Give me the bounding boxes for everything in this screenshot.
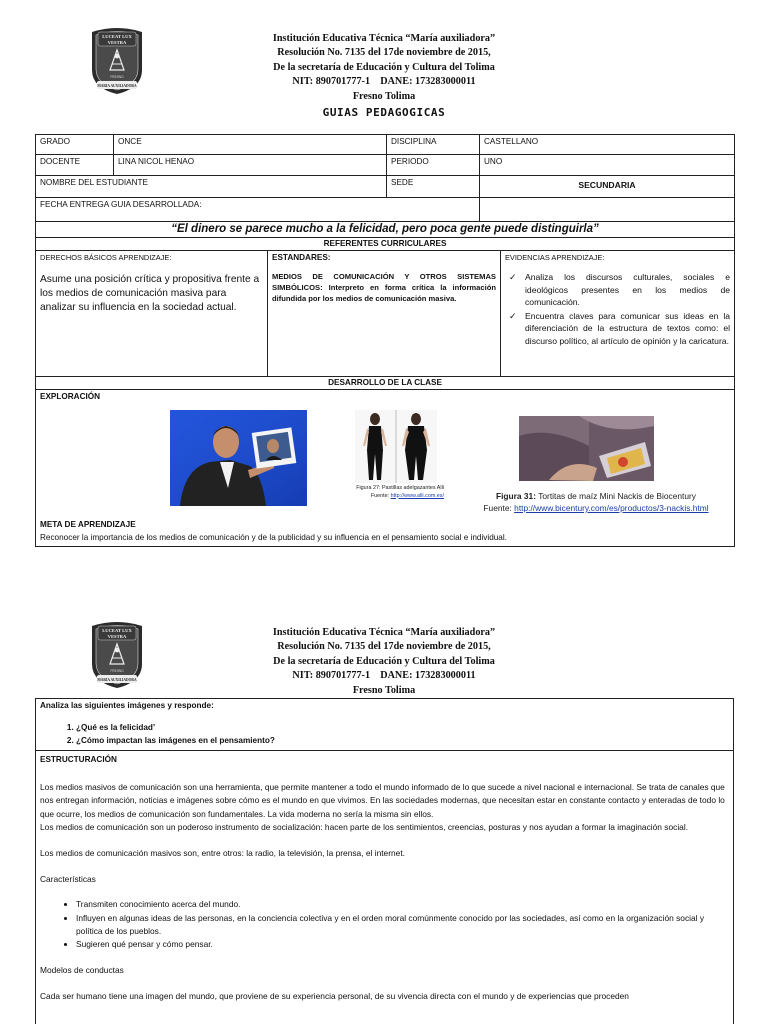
fig31-label: Figura 31: [495, 491, 537, 501]
caracteristicas-label: Características [40, 874, 96, 885]
estandares-text: MEDIOS DE COMUNICACIÓN Y OTROS SISTEMAS SIMBÓLICOS: Interpreto en forma crítica la información difundida por los medios de comunicación masiva. [272, 272, 496, 303]
crest-top-text-1: LUCEAT LUX [102, 628, 132, 633]
header-line-3: De la secretaría de Educación y Cultura del Tolima [273, 61, 495, 73]
fig31-source-label: Fuente: [483, 503, 512, 513]
header-line-4: NIT: 890701777-1 DANE: 173283000011 [292, 76, 476, 88]
crest-top-text-2: VESTRA [107, 634, 127, 639]
paragraph-1: Los medios masivos de comunicación son una herramienta, que permite mantener a todo el mundo informado de lo que sucede a nivel nacional e internacional. Se trata de canales que nos entregan información, noticias e imágenes sobre cómo es el mundo en que vivimos. En las sociedades modernas, que necesitan estar en constante contacto y enteradas de todo lo que ocurre, los medios de comunicación son fundamentales. La vida moderna no sería la misma sin ellos. [40, 782, 725, 819]
snack-photo [519, 416, 654, 481]
meta-label: META DE APRENDIZAJE [40, 520, 136, 529]
fig27-caption [324, 485, 444, 500]
exploracion-cell [36, 390, 735, 547]
page2-body [35, 698, 734, 1024]
crest-bottom-text: MARIA AUXILIADORA [97, 84, 137, 88]
estandares-cell [268, 251, 501, 377]
sede-label: SEDE [387, 176, 480, 198]
crest-bottom-text: MARIA AUXILIADORA [97, 678, 137, 682]
fig31-caption [476, 490, 716, 514]
curriculum-table [35, 221, 735, 547]
caracteristica-item: • Influyen en algunas ideas de las personas, en la conciencia colectiva y en el orden moral comúnmente conocido por las sociedades, así como en la organización social y política de los pueblos. [76, 912, 729, 938]
modelos-label: Modelos de conductas [40, 965, 124, 976]
diet-pills-figure [355, 410, 437, 483]
question-item: 1. ¿Qué es la felicidad’ [76, 721, 729, 734]
evidencias-list [505, 271, 730, 347]
referentes-header: REFERENTES CURRICULARES [36, 238, 735, 251]
institution-header [230, 626, 538, 698]
caracteristica-item: • Sugieren qué pensar y cómo pensar. [76, 938, 729, 951]
questions-section [36, 699, 733, 751]
header-line-2: Resolución No. 7135 del 17de noviembre de 2015, [277, 641, 491, 653]
estructuracion-label: ESTRUCTURACIÓN [40, 755, 117, 764]
header-line-1: Institución Educativa Técnica “María auxiliadora” [272, 627, 496, 638]
info-table [35, 134, 735, 222]
header-line-5: Fresno Tolima [352, 90, 416, 102]
estudiante-label: NOMBRE DEL ESTUDIANTE [36, 176, 387, 198]
crest-top-text-2: VESTRA [107, 40, 127, 45]
fig27-caption-text: Figura 27: Pastillas adelgazantes Alli [356, 485, 444, 491]
periodo-label: PERIODO [387, 155, 480, 176]
grado-value: ONCE [114, 135, 387, 155]
politician-photo [170, 410, 307, 506]
dba-cell [36, 251, 268, 377]
crest-small-text: FRESNO [110, 669, 124, 673]
grado-label: GRADO [36, 135, 114, 155]
question-item: 2. ¿Cómo impactan las imágenes en el pensamiento? [76, 734, 729, 747]
institution-header [230, 32, 538, 104]
quote: “El dinero se parece mucho a la felicidad, pero poca gente puede distinguirla” [36, 222, 735, 238]
evidencias-cell [501, 251, 735, 377]
school-crest-icon [88, 620, 146, 690]
evidencia-item: ✓ Encuentra claves para comunicar sus ideas en la diferenciación de la estructura de textos como: el discurso político, al artículo de opinión y la caricatura. [525, 310, 730, 348]
fig31-source-link[interactable]: http://www.bicentury.com/es/productos/3-nackis.html [514, 503, 709, 513]
header-line-2: Resolución No. 7135 del 17de noviembre de 2015, [277, 47, 491, 59]
crest-small-text: FRESNO [110, 75, 124, 79]
fecha-value [480, 198, 735, 222]
dba-label: DERECHOS BÁSICOS APRENDIZAJE: [40, 253, 172, 262]
header-line-5: Fresno Tolima [352, 684, 416, 696]
doc-title: GUIAS PEDAGOGICAS [322, 106, 446, 119]
periodo-value: UNO [480, 155, 735, 176]
desarrollo-header: DESARROLLO DE LA CLASE [36, 377, 735, 390]
instruction-text: Analiza las siguientes imágenes y responde: [40, 701, 214, 710]
fig31-caption-text: Tortitas de maíz Mini Nackis de Biocentury [538, 491, 696, 501]
estandares-label: ESTANDARES: [272, 253, 331, 262]
docente-value: LINA NICOL HENAO [114, 155, 387, 176]
header-line-4: NIT: 890701777-1 DANE: 173283000011 [292, 670, 476, 682]
evidencia-item: ✓ Analiza los discursos culturales, sociales e ideológicos presentes en los medios de comunicación. [525, 271, 730, 309]
caracteristicas-list [40, 898, 729, 951]
disciplina-label: DISCIPLINA [387, 135, 480, 155]
fig27-source-link[interactable]: http://www.alli.com.es/ [390, 492, 444, 499]
paragraph-4: Cada ser humano tiene una imagen del mundo, que proviene de su experiencia personal, de su vivencia directa con el mundo y de experiencias que proceden [40, 991, 629, 1002]
docente-label: DOCENTE [36, 155, 114, 176]
caracteristica-item: • Transmiten conocimiento acerca del mundo. [76, 898, 729, 911]
questions-list [40, 721, 729, 747]
fig27-source-label: Fuente: [370, 492, 390, 499]
sede-value: SECUNDARIA [480, 176, 735, 198]
fecha-label: FECHA ENTREGA GUIA DESARROLLADA: [36, 198, 480, 222]
exploracion-label: EXPLORACIÓN [40, 392, 101, 401]
evidencias-label: EVIDENCIAS APRENDIZAJE: [505, 253, 605, 262]
header-line-3: De la secretaría de Educación y Cultura del Tolima [273, 655, 495, 667]
disciplina-value: CASTELLANO [480, 135, 735, 155]
paragraph-3: Los medios de comunicación masivos son, entre otros: la radio, la televisión, la prensa, el internet. [40, 848, 405, 859]
header-line-1: Institución Educativa Técnica “María auxiliadora” [272, 33, 496, 44]
school-crest-icon [88, 26, 146, 96]
crest-top-text-1: LUCEAT LUX [102, 34, 132, 39]
dba-text: Asume una posición crítica y propositiva frente a los medios de comunicación masiva para analizar su influencia en la sociedad actual. [40, 274, 260, 313]
paragraph-2: Los medios de comunicación son un poderoso instrumento de socialización: hacen parte de los sentimientos, creencias, posturas y nos ayudan a formar la imaginación social. [40, 821, 689, 832]
estructuracion-section [36, 751, 733, 1004]
meta-text: Reconocer la importancia de los medios de comunicación y de la publicidad y su influencia en el pensamiento social e individual. [40, 533, 507, 542]
